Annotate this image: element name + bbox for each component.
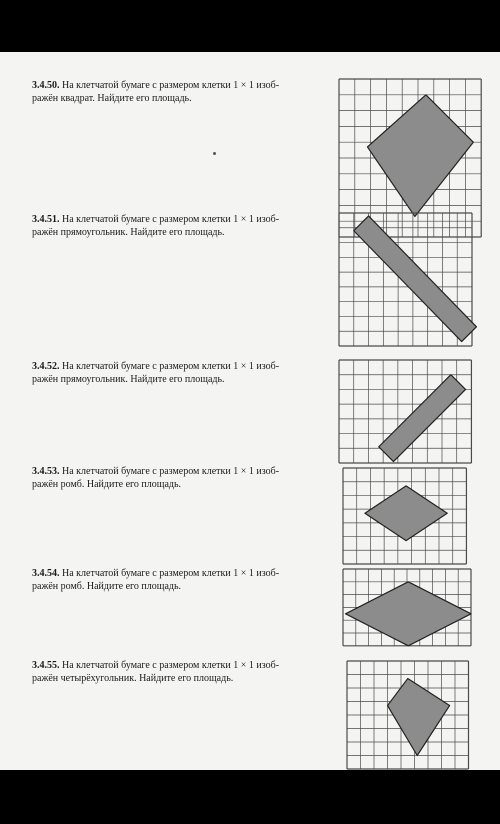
grid-figure-rectangle — [338, 212, 473, 347]
problem-line: На клетчатой бумаге с размером клетки 1 × 1 изоб- — [62, 214, 280, 225]
rhombus-shape — [346, 582, 471, 646]
problem-line: На клетчатой бумаге с размером клетки 1 × 1 изоб- — [62, 568, 280, 579]
problem-line: ражён квадрат. Найдите его площадь. — [32, 92, 192, 104]
grid-figure-quadrilateral — [346, 660, 472, 770]
problem-text — [32, 568, 332, 593]
textbook-page — [0, 52, 500, 770]
problem-line: На клетчатой бумаге с размером клетки 1 × 1 изоб- — [62, 361, 280, 372]
problem-text — [32, 214, 332, 239]
grid-figure-rhombus — [342, 568, 472, 652]
problem-text — [32, 466, 332, 491]
problem-text — [32, 80, 332, 105]
problem-line: На клетчатой бумаге с размером клетки 1 × 1 изоб- — [62, 80, 280, 91]
problem-line: ражён ромб. Найдите его площадь. — [32, 580, 182, 592]
problem-number: 3.4.54. — [32, 568, 60, 579]
rhombus-shape — [365, 486, 447, 541]
problem-number: 3.4.51. — [32, 214, 60, 225]
problem-line: На клетчатой бумаге с размером клетки 1 × 1 изоб- — [62, 660, 280, 671]
grid-figure-rhombus — [342, 467, 468, 565]
rectangle-shape — [354, 216, 477, 342]
pencil-dot — [213, 152, 216, 155]
problem-number: 3.4.53. — [32, 466, 60, 477]
problem-line: На клетчатой бумаге с размером клетки 1 × 1 изоб- — [62, 466, 280, 477]
problem-number: 3.4.50. — [32, 80, 60, 91]
problem-line: ражён прямоугольник. Найдите его площадь. — [32, 226, 225, 238]
problem-number: 3.4.55. — [32, 660, 60, 671]
problem-line: ражён ромб. Найдите его площадь. — [32, 478, 182, 490]
problem-line: ражён четырёхугольник. Найдите его площадь. — [32, 672, 234, 684]
problem-text — [32, 361, 332, 386]
quadrilateral-shape — [388, 679, 450, 756]
problem-line: ражён прямоугольник. Найдите его площадь. — [32, 373, 225, 385]
problem-text — [32, 660, 332, 685]
square-shape — [367, 95, 473, 217]
grid-figure-rectangle — [338, 359, 473, 464]
problem-number: 3.4.52. — [32, 361, 60, 372]
